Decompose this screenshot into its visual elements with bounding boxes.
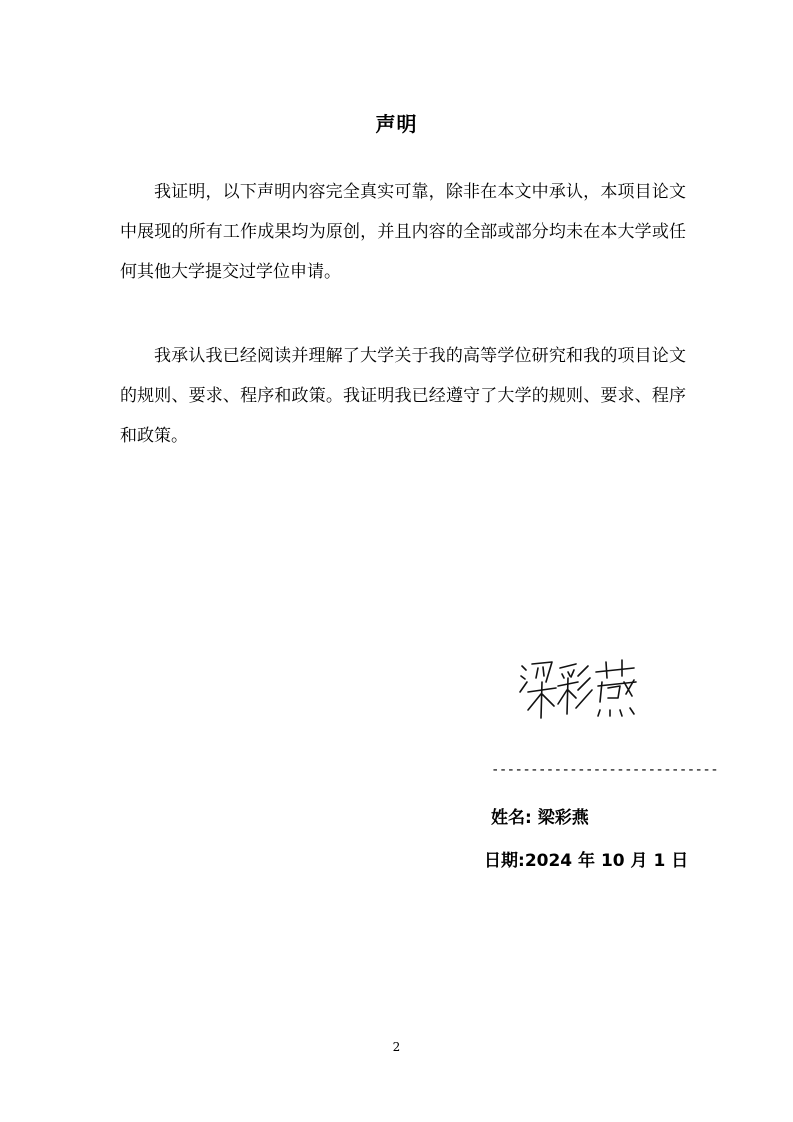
date-value: 2024 年 10 月 1 日: [524, 851, 689, 871]
declaration-paragraph-1: 我证明，以下声明内容完全真实可靠，除非在本文中承认，本项目论文中展现的所有工作成果均为原创，并且内容的全部或部分均未在本大学或任何其他大学提交过学位申请。: [120, 182, 686, 282]
date-field: [484, 846, 688, 871]
page-number: 2: [392, 1040, 401, 1054]
name-value: 梁彩燕: [537, 808, 589, 828]
page-title: 声明: [375, 112, 418, 136]
signature-line: -----------------------------: [491, 762, 719, 778]
name-field: [491, 803, 589, 828]
date-label: 日期:: [484, 851, 525, 871]
declaration-paragraph-2: 我承认我已经阅读并理解了大学关于我的高等学位研究和我的项目论文的规则、要求、程序和政策。我证明我已经遵守了大学的规则、要求、程序和政策。: [120, 346, 686, 446]
name-label: 姓名:: [491, 808, 532, 828]
handwritten-signature: [516, 652, 640, 724]
